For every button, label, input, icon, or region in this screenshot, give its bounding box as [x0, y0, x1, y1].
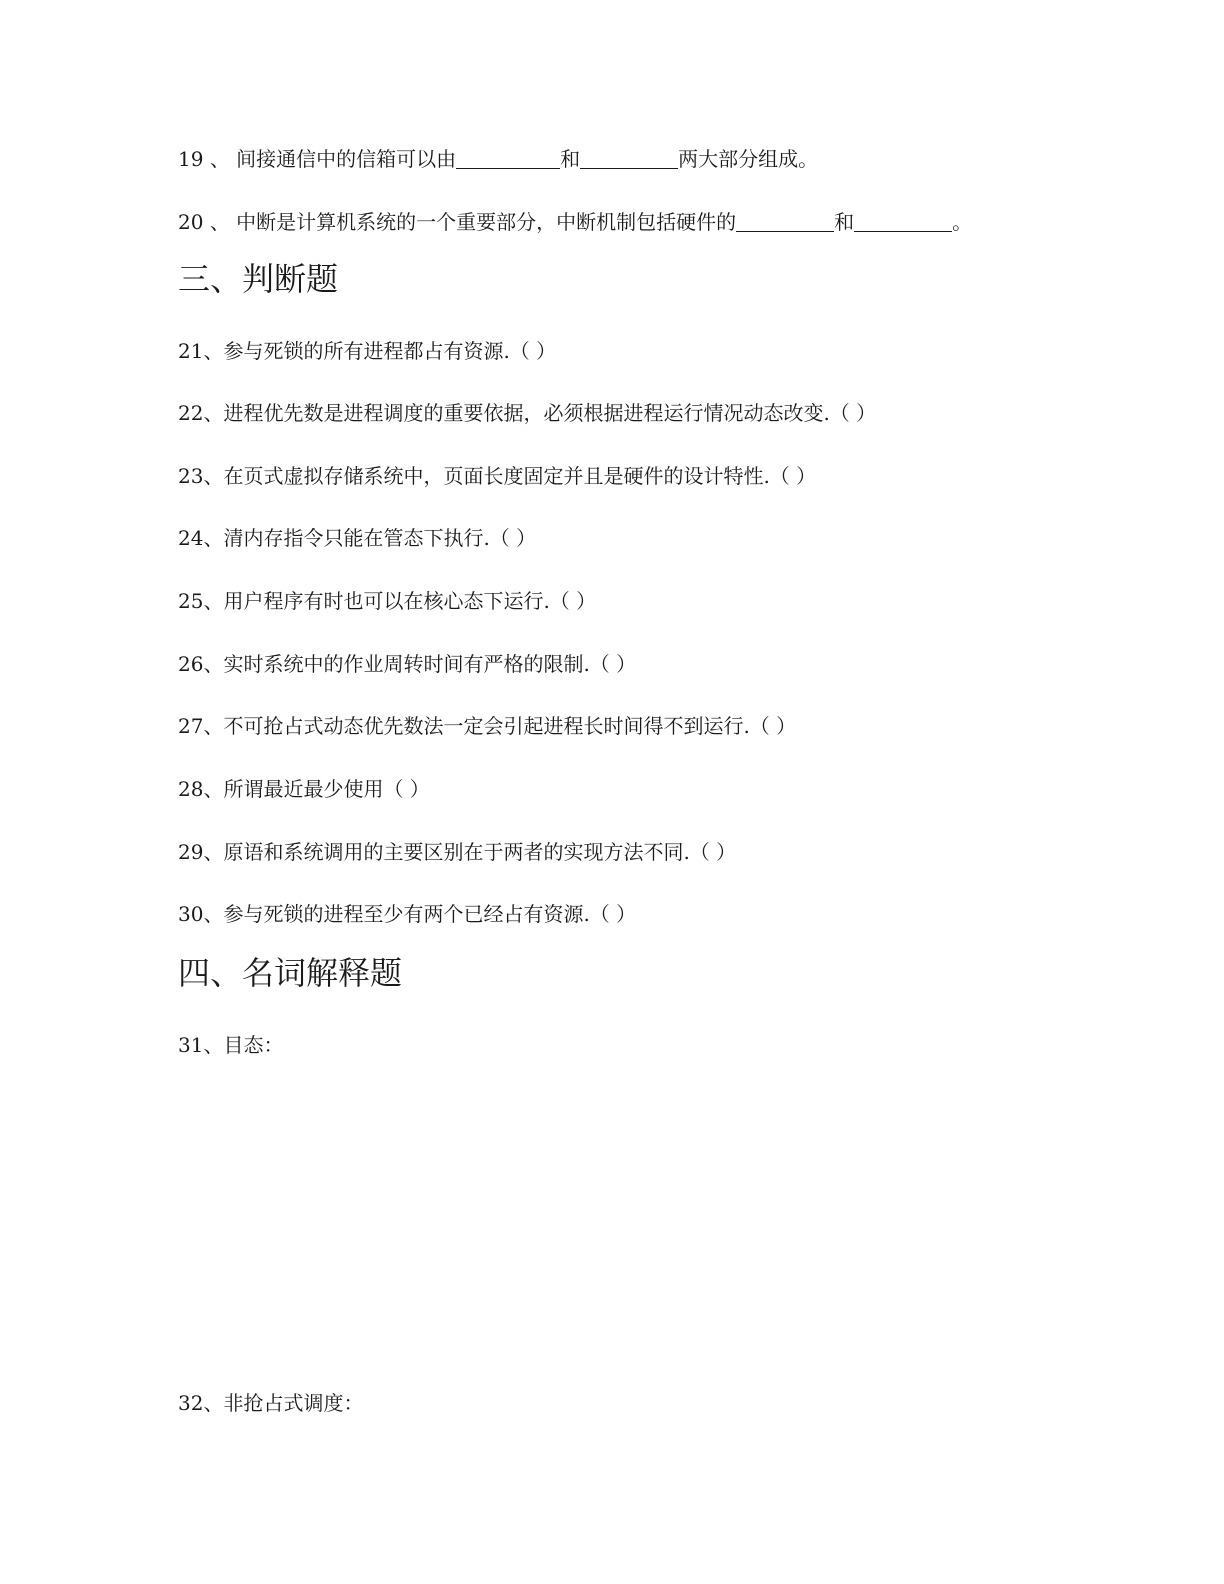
question-26	[178, 654, 636, 674]
question-text: 两大部分组成。	[678, 147, 819, 171]
question-29	[178, 842, 736, 862]
question-number: 22	[178, 401, 204, 425]
separator: 、	[203, 401, 224, 425]
answer-blank[interactable]	[580, 148, 678, 169]
section-heading-terms: 四、名词解释题	[178, 954, 403, 992]
question-24	[178, 528, 536, 548]
separator: 、	[203, 1391, 224, 1415]
question-text: 参与死锁的所有进程都占有资源.（ ）	[223, 339, 557, 363]
question-number: 27	[178, 714, 204, 738]
question-number: 28	[178, 777, 204, 801]
question-32	[178, 1393, 363, 1413]
question-text: 参与死锁的进程至少有两个已经占有资源.（ ）	[223, 902, 637, 926]
separator: 、	[209, 210, 230, 234]
separator: 、	[203, 1033, 224, 1057]
question-text: 在页式虚拟存储系统中，页面长度固定并且是硬件的设计特性.（ ）	[223, 464, 817, 488]
question-28	[178, 779, 430, 799]
question-27	[178, 716, 796, 736]
question-number: 29	[178, 840, 204, 864]
question-number: 20	[178, 210, 204, 234]
separator: 、	[203, 526, 224, 550]
question-25	[178, 591, 596, 611]
separator: 、	[203, 714, 224, 738]
question-number: 31	[178, 1033, 204, 1057]
question-text: 进程优先数是进程调度的重要依据，必须根据进程运行情况动态改变.（ ）	[223, 401, 877, 425]
question-text: 和	[560, 147, 581, 171]
answer-blank[interactable]	[736, 211, 834, 232]
question-text: 和	[834, 210, 855, 234]
separator: 、	[203, 652, 224, 676]
question-text: 清内存指令只能在管态下执行.（ ）	[223, 526, 537, 550]
question-number: 32	[178, 1391, 204, 1415]
separator: 、	[203, 840, 224, 864]
question-text: 间接通信中的信箱可以由	[236, 147, 457, 171]
question-text: 原语和系统调用的主要区别在于两者的实现方法不同.（ ）	[223, 840, 737, 864]
separator: 、	[203, 777, 224, 801]
question-19	[178, 148, 818, 169]
question-number: 30	[178, 902, 204, 926]
question-text: 不可抢占式动态优先数法一定会引起进程长时间得不到运行.（ ）	[223, 714, 797, 738]
answer-blank[interactable]	[854, 211, 952, 232]
separator: 、	[203, 589, 224, 613]
question-20	[178, 211, 972, 232]
answer-blank[interactable]	[456, 148, 560, 169]
question-number: 26	[178, 652, 204, 676]
question-text: 目态：	[223, 1033, 284, 1057]
question-23	[178, 466, 816, 486]
question-text: 中断是计算机系统的一个重要部分，中断机制包括硬件的	[236, 210, 737, 234]
question-31	[178, 1035, 283, 1055]
question-text: 用户程序有时也可以在核心态下运行.（ ）	[223, 589, 597, 613]
question-number: 21	[178, 339, 204, 363]
separator: 、	[209, 147, 230, 171]
question-text: 实时系统中的作业周转时间有严格的限制.（ ）	[223, 652, 637, 676]
question-number: 23	[178, 464, 204, 488]
question-21	[178, 341, 556, 361]
question-text: 所谓最近最少使用（ ）	[223, 777, 430, 801]
question-number: 24	[178, 526, 204, 550]
question-text: 非抢占式调度：	[223, 1391, 364, 1415]
section-heading-judgment: 三、判断题	[178, 260, 339, 298]
question-number: 19	[178, 147, 204, 171]
separator: 、	[203, 464, 224, 488]
separator: 、	[203, 902, 224, 926]
separator: 、	[203, 339, 224, 363]
question-text: 。	[952, 210, 973, 234]
question-number: 25	[178, 589, 204, 613]
question-22	[178, 403, 876, 423]
question-30	[178, 904, 636, 924]
